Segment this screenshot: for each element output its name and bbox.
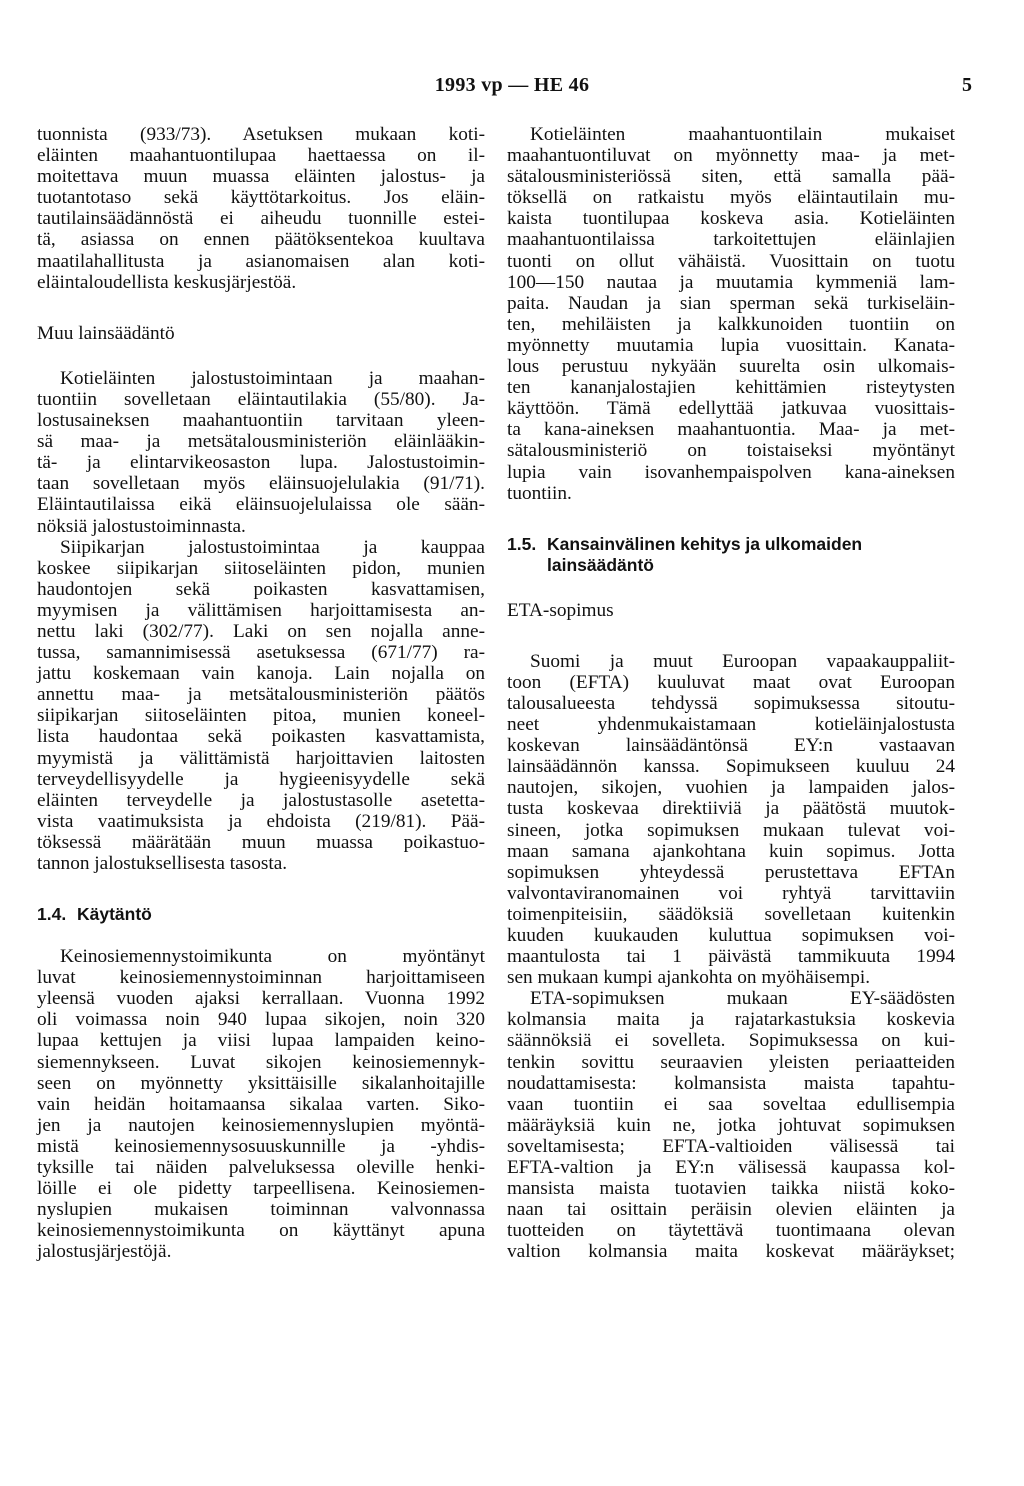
text-line: koskee siipikarjan siitoseläinten pidon, munien: [37, 557, 485, 579]
text-line: tuontiin sovelletaan eläintautilakia (55/80). Ja-: [37, 388, 485, 410]
text-line: sineen, jotka sopimuksen mukaan tulevat voi-: [507, 819, 955, 841]
text-line: tusta koskevaa direktiiviä ja päätöstä muutok-: [507, 798, 955, 820]
text-line: jen ja nautojen keinosiemennyslupien myöntä-: [37, 1114, 485, 1136]
text-line: vain heidän hoitamaansa sikalaa varten. Siko-: [37, 1093, 485, 1115]
text-line: tuonti on ollut vähäistä. Vuosittain on tuotu: [507, 250, 955, 272]
document-title: 1993 vp — HE 46: [434, 74, 590, 96]
text-line: sopimuksen yhteydessä perustettava EFTAn: [507, 861, 955, 883]
text-line: keinosiemennystoimikunta on käyttänyt apuna: [37, 1220, 485, 1242]
section-title-line: lainsäädäntö: [547, 554, 654, 575]
text-line: tyksille tai näiden palveluksessa oleville henki-: [37, 1157, 485, 1179]
text-line: valvontaviranomainen voi ryhtyä tarvittaviin: [507, 882, 955, 904]
text-line: valtion kolmansia maita koskevat määräykset;: [507, 1241, 955, 1263]
text-line: vaan tuontiin ei saa soveltaa edullisempia: [507, 1093, 955, 1115]
text-line: myymistä ja välittämistä harjoittavien laitosten: [37, 747, 485, 769]
section-number: 1.4.: [37, 904, 67, 925]
text-line: maatilahallitusta ja asianomaisen alan koti-: [37, 250, 485, 272]
text-line: soveltamisesta; EFTA-valtioiden välisessä tai: [507, 1135, 955, 1157]
text-line: kaista tuontilupaa koskeva asia. Kotieläinten: [507, 208, 955, 230]
text-line: mansista maista tuotavien taikka niistä koko-: [507, 1178, 955, 1200]
text-line: lainsäädännön kanssa. Sopimukseen kuuluu 24: [507, 756, 955, 778]
text-line: nyslupien mukaisen toiminnan valvonnassa: [37, 1199, 485, 1221]
text-line: 100—150 nautaa ja muutamia kymmeniä lam-: [507, 271, 955, 293]
paragraph: [507, 124, 955, 504]
text-line: tuotteiden on täytettävä tuontimaana olevan: [507, 1220, 955, 1242]
text-line: sen mukaan kumpi ajankohta on myöhäisempi.: [507, 967, 871, 989]
text-line: maahantuontiluvat on myönnetty maa- ja met-: [507, 145, 955, 167]
paragraph: [37, 368, 485, 537]
text-line: töksessä määrätään muun muassa poikastuo-: [37, 831, 485, 853]
text-line: tä, asiassa on ennen päätöksentekoa kuultava: [37, 229, 485, 251]
text-line: seen on myönnetty yksittäisille sikalanhoitajille: [37, 1072, 485, 1094]
text-line: sätalousministeriö on toistaiseksi myöntänyt: [507, 440, 955, 462]
text-line: maahantuontilaissa tarkoitettujen eläinlajien: [507, 229, 955, 251]
section-title: Käytäntö: [77, 904, 152, 925]
text-line: ten, mehiläisten ja kalkkunoiden tuontiin on: [507, 313, 955, 335]
text-line: maantulosta tai 1 päivästä tammikuuta 1994: [507, 946, 955, 968]
text-line: sä maa- ja metsätalousministeriön eläinlääkin-: [37, 431, 485, 453]
section-heading-1-4: [37, 904, 485, 925]
page-header: [0, 74, 1024, 102]
text-line: toimenpiteisiin, säädöksiä sovelletaan kuitenkin: [507, 903, 955, 925]
text-line: terveydellisyydelle ja hygieenisyydelle sekä: [37, 768, 485, 790]
text-line: tussa, samannimisessä asetuksessa (671/77) ra-: [37, 642, 485, 664]
text-line: lostusaineksen maahantuontiin tarvitaan yleen-: [37, 410, 485, 432]
text-line: nettu laki (302/77). Laki on sen nojalla anne-: [37, 620, 485, 642]
text-line: vista vaatimuksista ja ehdoista (219/81). Pää-: [37, 810, 485, 832]
text-line: neet yhdenmukaistamaan kotieläinjalostusta: [507, 714, 955, 736]
text-line: löille ei ole pidetty tarpeellisena. Keinosiemen-: [37, 1178, 485, 1200]
left-column: [37, 124, 485, 1263]
text-line: Eläintautilaissa eikä eläinsuojelulaissa ole sään-: [37, 494, 485, 516]
text-line: Kotieläinten jalostustoimintaan ja maahan-: [60, 367, 485, 389]
text-line: tautilainsäädännöstä ei aiheudu tuonnille estei-: [37, 208, 485, 230]
text-line: haudontojen sekä poikasten kasvattamisen,: [37, 578, 485, 600]
text-line: eläintaloudellista keskusjärjestöä.: [37, 271, 297, 293]
text-line: mistä keinosiemennysosuuskunnille ja -yhdis-: [37, 1135, 485, 1157]
text-line: oli voimassa noin 940 lupaa sikojen, noin 320: [37, 1009, 485, 1031]
text-line: tannon jalostuksellisesta tasosta.: [37, 853, 288, 874]
text-line: määräyksiä kuin ne, jotka johtuvat sopimuksen: [507, 1114, 955, 1136]
text-line: nöksiä jalostustoiminnasta.: [37, 515, 246, 537]
text-line: noudattamisesta: kolmansista maista tapahtu-: [507, 1072, 955, 1094]
paragraph: [507, 988, 955, 1262]
text-line: yleensä vuoden ajaksi kerrallaan. Vuonna 1992: [37, 988, 485, 1010]
text-line: taan sovelletaan myös eläinsuojelulakia (91/71).: [37, 473, 485, 495]
text-line: kolmansia maita ja rajatarkastuksia koskevia: [507, 1009, 955, 1031]
text-line: toon (EFTA) kuuluvat maat ovat Euroopan: [507, 671, 955, 693]
text-line: jattu koskemaan vain kanoja. Lain nojalla on: [37, 663, 485, 685]
text-line: lupaa kettujen ja viisi lupaa lampaiden keino-: [37, 1030, 485, 1052]
text-line: lista haudontaa sekä poikasten kasvattamista,: [37, 726, 485, 748]
text-line: naan tai osittain peräisin olevien eläinten ja: [507, 1199, 955, 1221]
text-line: EFTA-valtion ja EY:n välisessä kaupassa kol-: [507, 1157, 955, 1179]
text-line: töksellä on ratkaistu myös eläintautilain mu-: [507, 187, 955, 209]
text-line: maan samana ajankohtana kuin sopimus. Jotta: [507, 840, 955, 862]
text-line: siemennykseen. Luvat sikojen keinosiemennyk-: [37, 1051, 485, 1073]
text-line: tuotantotaso sekä käyttötarkoitus. Jos eläin-: [37, 187, 485, 209]
text-line: jalostusjärjestöjä.: [37, 1241, 172, 1263]
text-line: myymisen ja välittämisen harjoittamisesta an-: [37, 599, 485, 621]
text-line: ETA-sopimuksen mukaan EY-säädösten: [530, 988, 955, 1010]
paragraph: [37, 946, 485, 1262]
section-heading-1-5: [507, 534, 955, 576]
text-line: eläinten maahantuontilupaa haettaessa on il-: [37, 145, 485, 167]
text-line: kuuden kuukauden kuluttua sopimuksen voi-: [507, 925, 955, 946]
text-line: ta kana-aineksen maahantuontia. Maa- ja met-: [507, 419, 955, 441]
text-line: koskevan lainsäädäntönsä EY:n vastaavan: [507, 735, 955, 757]
right-column: [507, 124, 955, 1263]
text-line: käyttöön. Tämä edellyttää jatkuvaa vuosittais-: [507, 398, 955, 420]
text-line: Kotieläinten maahantuontilain mukaiset: [530, 124, 955, 145]
paragraph: [37, 124, 485, 293]
subheading-muu-lainsaadanto: Muu lainsäädäntö: [37, 322, 175, 344]
text-line: nautojen, sikojen, vuohien ja lampaiden jalos-: [507, 777, 955, 799]
text-line: tä- ja elintarvikeosaston lupa. Jalostustoimin-: [37, 452, 485, 474]
text-line: ten kananjalostajien kehittämien risteytysten: [507, 377, 955, 399]
text-line: paita. Naudan ja sian sperman sekä turkiseläin-: [507, 292, 955, 314]
text-line: lous perustuu nykyään suurelta osin ulkomais-: [507, 356, 955, 378]
section-number: 1.5.: [507, 533, 537, 554]
text-line: moitettava muun muassa eläinten jalostus- ja: [37, 166, 485, 188]
text-line: tenkin sovittu seuraavien yleisten periaatteiden: [507, 1051, 955, 1073]
text-line: Siipikarjan jalostustoimintaa ja kauppaa: [60, 536, 485, 558]
text-line: lupia vain isovanhempaispolven kana-aineksen: [507, 461, 955, 483]
text-line: annettu maa- ja metsätalousministeriön päätös: [37, 684, 485, 706]
text-line: luvat keinosiemennystoiminnan harjoittamiseen: [37, 967, 485, 989]
text-line: tuontiin.: [507, 482, 572, 504]
text-line: tuonnista (933/73). Asetuksen mukaan koti-: [37, 124, 485, 145]
page-number: 5: [962, 74, 972, 96]
text-line: Suomi ja muut Euroopan vapaakauppaliit-: [530, 650, 955, 672]
text-line: siipikarjan siitoseläinten pitoa, munien koneel-: [37, 705, 485, 727]
text-line: myönnetty muutamia lupia vuosittain. Kanata-: [507, 334, 955, 356]
text-line: eläinten terveydelle ja jalostustasolle asetetta-: [37, 789, 485, 811]
section-title-line: Kansainvälinen kehitys ja ulkomaiden: [547, 533, 863, 554]
paragraph: [37, 537, 485, 875]
section-title: [547, 534, 862, 576]
text-line: talousalueesta tehdyssä sopimuksessa sitoutu-: [507, 692, 955, 714]
text-line: sätalousministeriössä siten, että samalla pää-: [507, 166, 955, 188]
text-line: säännöksiä ei sovelleta. Sopimuksessa on kui-: [507, 1030, 955, 1052]
subheading-eta-sopimus: ETA-sopimus: [507, 599, 614, 621]
paragraph: [507, 651, 955, 989]
text-line: Keinosiemennystoimikunta on myöntänyt: [60, 946, 485, 968]
